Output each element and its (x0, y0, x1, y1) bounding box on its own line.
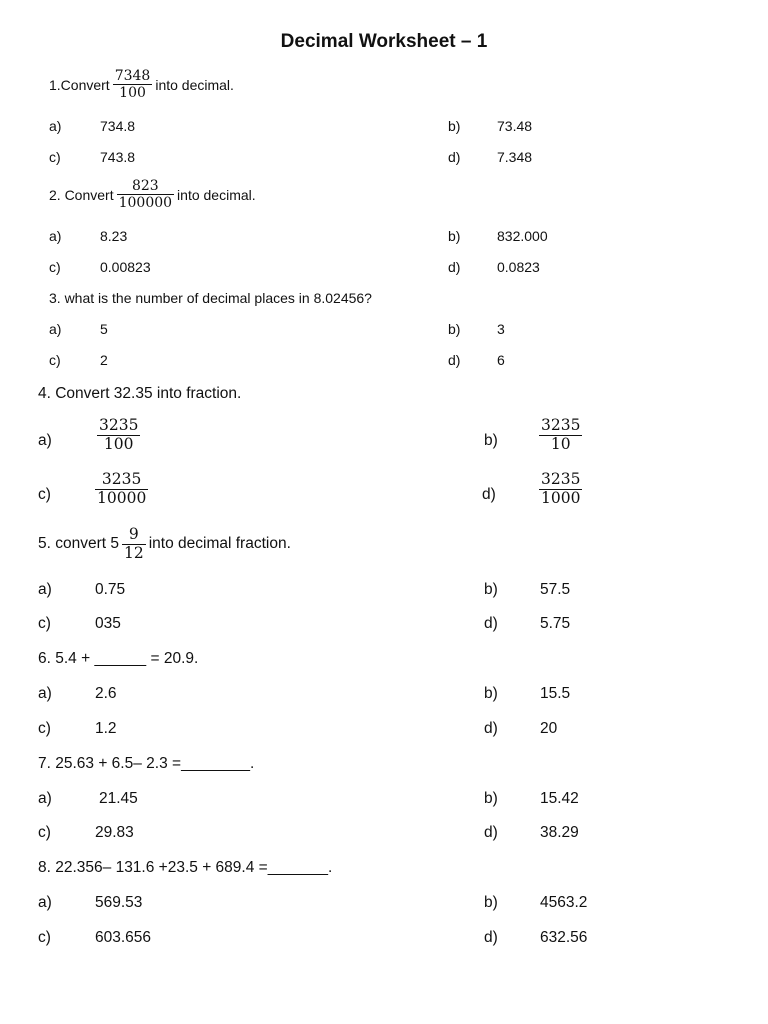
fraction-denominator: 100 (119, 85, 146, 102)
option-value[interactable]: 15.5 (540, 685, 571, 702)
option-label: a) (49, 321, 62, 337)
option-label: b) (484, 685, 498, 702)
fraction-denominator: 10000 (97, 488, 147, 507)
option-fraction[interactable] (539, 417, 582, 454)
option-label: d) (482, 486, 496, 503)
fraction-denominator: 12 (124, 543, 144, 562)
fraction-numerator: 3235 (99, 416, 139, 434)
option-value[interactable]: 20 (540, 720, 558, 737)
option-value[interactable]: 6 (497, 352, 505, 368)
fraction-denominator: 10 (550, 434, 571, 453)
question-2-prefix: 2. Convert (49, 186, 114, 203)
question-2-fraction (117, 178, 174, 211)
option-label: a) (38, 894, 52, 911)
option-label: c) (49, 149, 61, 165)
question-7: 7. 25.63 + 6.5– 2.3 =________. (38, 755, 255, 772)
option-value[interactable]: 832.000 (497, 228, 548, 244)
option-value[interactable]: 57.5 (540, 581, 571, 598)
fraction-numerator: 7348 (114, 68, 151, 84)
option-value[interactable]: 29.83 (95, 824, 134, 841)
option-value[interactable]: 8.23 (100, 228, 128, 244)
option-label: c) (49, 352, 61, 368)
question-5-suffix: into decimal fraction. (148, 535, 291, 553)
option-value[interactable]: 603.656 (95, 929, 152, 946)
option-value[interactable]: 3 (497, 321, 505, 337)
option-label: a) (38, 790, 52, 807)
option-value[interactable]: 0.75 (95, 581, 126, 598)
option-label: c) (38, 929, 51, 946)
option-fraction[interactable] (97, 417, 140, 454)
question-6: 6. 5.4 + ______ = 20.9. (38, 650, 199, 667)
option-label: b) (484, 432, 498, 449)
fraction-numerator: 3235 (101, 470, 142, 488)
fraction-denominator: 1000 (541, 488, 581, 507)
option-label: b) (448, 118, 461, 134)
option-value[interactable]: 743.8 (100, 149, 136, 165)
option-label: d) (448, 259, 461, 275)
option-fraction[interactable] (95, 471, 148, 508)
option-value[interactable]: 4563.2 (540, 894, 588, 911)
option-value[interactable]: 1.2 (95, 720, 117, 737)
option-label: c) (38, 486, 51, 503)
option-label: a) (49, 118, 62, 134)
fraction-numerator: 3235 (541, 470, 581, 488)
option-value[interactable]: 0.0823 (497, 259, 540, 275)
fraction-denominator: 100000 (118, 195, 173, 212)
option-label: a) (38, 685, 52, 702)
fraction-numerator: 3235 (541, 416, 581, 434)
option-value[interactable]: 569.53 (95, 894, 143, 911)
option-value[interactable]: 2 (100, 352, 108, 368)
option-label: a) (38, 581, 52, 598)
option-value[interactable]: 734.8 (100, 118, 136, 134)
option-label: d) (484, 824, 498, 841)
option-value[interactable]: 7.348 (497, 149, 533, 165)
option-label: b) (484, 790, 498, 807)
option-label: b) (484, 894, 498, 911)
fraction-numerator: 9 (128, 525, 139, 543)
question-2 (49, 178, 256, 211)
question-5 (38, 526, 291, 563)
option-value[interactable]: 5.75 (540, 615, 571, 632)
option-label: d) (448, 149, 461, 165)
option-value[interactable]: 2.6 (95, 685, 117, 702)
question-1-prefix: 1.Convert (49, 76, 110, 93)
question-3: 3. what is the number of decimal places in 8.02456? (49, 290, 372, 306)
fraction-numerator: 823 (131, 178, 159, 194)
option-label: c) (38, 824, 51, 841)
option-value[interactable]: 38.29 (540, 824, 579, 841)
question-5-fraction (122, 526, 146, 563)
question-1-suffix: into decimal. (155, 76, 234, 93)
option-label: d) (484, 720, 498, 737)
option-value[interactable]: 15.42 (540, 790, 579, 807)
question-1-fraction (113, 68, 153, 101)
option-value[interactable]: 632.56 (540, 929, 588, 946)
question-2-suffix: into decimal. (177, 186, 256, 203)
option-label: c) (38, 615, 51, 632)
option-value[interactable]: 035 (95, 615, 121, 632)
option-value[interactable]: 21.45 (99, 790, 138, 807)
option-label: a) (38, 432, 52, 449)
question-8: 8. 22.356– 131.6 +23.5 + 689.4 =_______. (38, 859, 333, 876)
option-value[interactable]: 0.00823 (100, 259, 151, 275)
option-label: b) (448, 321, 461, 337)
option-label: c) (38, 720, 51, 737)
option-label: d) (484, 615, 498, 632)
fraction-denominator: 100 (103, 434, 134, 453)
option-label: b) (484, 581, 498, 598)
page-title: Decimal Worksheet – 1 (280, 31, 488, 52)
option-label: a) (49, 228, 62, 244)
question-1 (49, 68, 234, 101)
option-label: c) (49, 259, 61, 275)
option-label: d) (448, 352, 461, 368)
question-5-prefix: 5. convert 5 (38, 535, 119, 553)
question-4: 4. Convert 32.35 into fraction. (38, 385, 242, 402)
option-label: b) (448, 228, 461, 244)
option-fraction[interactable] (539, 471, 582, 508)
option-value[interactable]: 73.48 (497, 118, 533, 134)
option-value[interactable]: 5 (100, 321, 108, 337)
option-label: d) (484, 929, 498, 946)
